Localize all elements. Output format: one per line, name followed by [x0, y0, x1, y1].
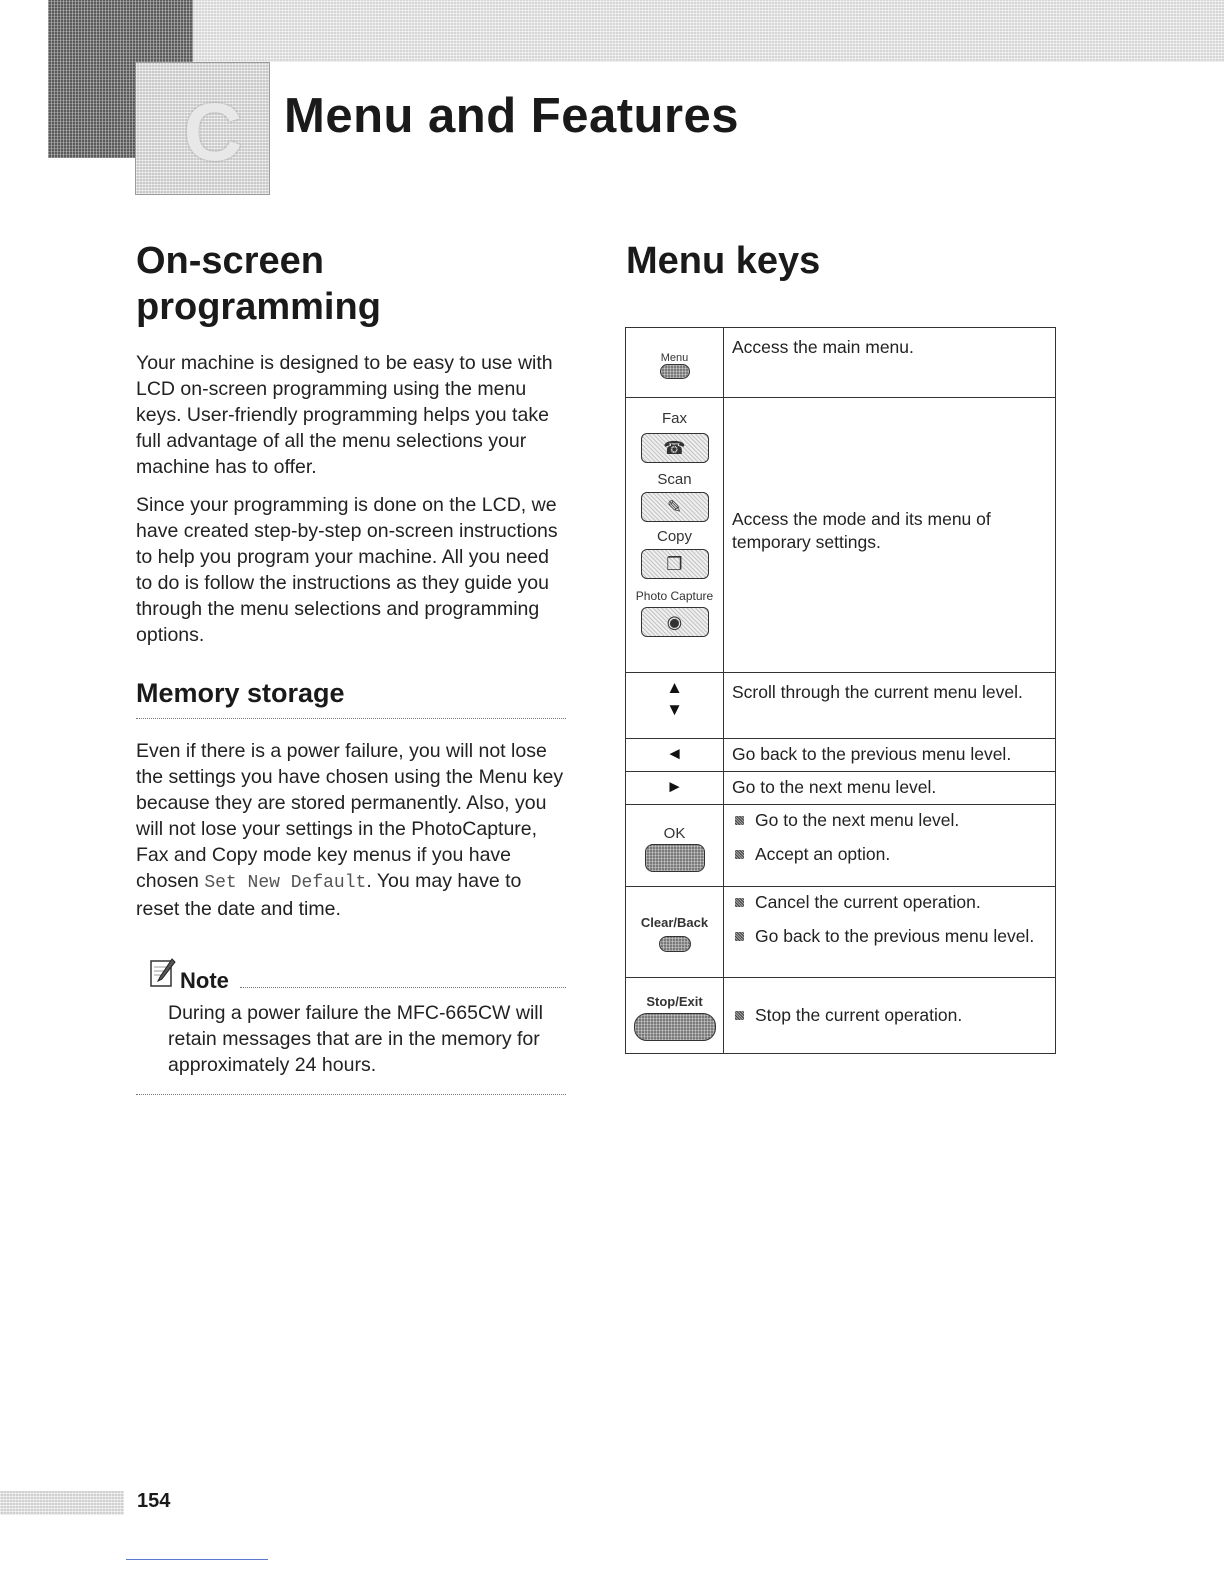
- section-divider: [136, 718, 566, 719]
- right-key-cell: [626, 772, 724, 805]
- onscreen-heading: On-screen programming: [136, 240, 381, 328]
- clear-bullet-text: Cancel the current operation.: [755, 892, 981, 912]
- note-divider-top: [240, 987, 566, 988]
- table-cell: [724, 772, 1056, 805]
- copy-icon: ❐: [666, 554, 683, 574]
- page-number: 154: [137, 1490, 171, 1512]
- list-item: [732, 891, 1047, 914]
- stop-exit-key-label: Stop/Exit: [646, 994, 703, 1009]
- clear-bullet-text: Go back to the previous menu level.: [755, 926, 1035, 946]
- note-divider-bottom: [136, 1094, 566, 1095]
- page-number-bar: [0, 1491, 124, 1515]
- table-row: [626, 772, 1056, 805]
- table-cell: [724, 328, 1056, 398]
- table-row: [626, 739, 1056, 772]
- left-key-cell: [626, 739, 724, 772]
- onscreen-paragraph-2: Since your programming is done on the LCD, we have created step-by-step on-screen instructions to help you program your machine. All you need to do is follow the instructions as they guide you through the menu selections and programming options.: [136, 494, 558, 646]
- clear-back-key-button: [659, 936, 691, 952]
- scan-icon: ✎: [666, 497, 683, 517]
- mode-keys-cell: [626, 398, 724, 673]
- table-row: [626, 887, 1056, 978]
- menu-key-label: Menu: [660, 352, 689, 364]
- mode-keys-description: Access the mode and its menu of temporary settings.: [732, 509, 991, 552]
- header-band: [48, 0, 1224, 62]
- left-arrow-icon: ◄: [666, 744, 683, 763]
- table-row: [626, 673, 1056, 739]
- lcd-option-text: Set New Default: [204, 873, 367, 893]
- photo-capture-key-button: [641, 607, 709, 637]
- bullet-icon: [735, 816, 744, 825]
- copy-key-button: [641, 549, 709, 579]
- stop-bullet-text: Stop the current operation.: [755, 1005, 963, 1025]
- right-arrow-icon: ►: [666, 777, 683, 796]
- scan-key-button: [641, 492, 709, 522]
- list-item: [732, 925, 1047, 948]
- menu-key-description: Access the main menu.: [732, 337, 914, 357]
- table-cell: [724, 805, 1056, 887]
- stop-exit-key-button: [634, 1013, 716, 1041]
- down-arrow-icon: ▼: [666, 700, 683, 719]
- ok-bullet-text: Go to the next menu level.: [755, 810, 960, 830]
- memory-text-before: Even if there is a power failure, you will not lose the settings you have chosen using the Menu key because they are stored permanently. Also, you will not lose your settings in the PhotoCapture, Fax and Copy mode key menus if you have chosen: [136, 740, 564, 892]
- footer-line: [126, 1559, 268, 1560]
- fax-key-label: Fax: [661, 410, 687, 427]
- memory-heading: Memory storage: [136, 678, 345, 708]
- table-cell: [724, 673, 1056, 739]
- clear-back-key-label: Clear/Back: [640, 915, 709, 930]
- list-item: [732, 1004, 1047, 1027]
- up-arrow-icon: ▲: [666, 678, 683, 697]
- menu-keys-table: [625, 327, 1056, 1054]
- list-item: [732, 809, 1047, 832]
- table-cell: [724, 398, 1056, 673]
- bullet-icon: [735, 932, 744, 941]
- ok-key-cell: [626, 805, 724, 887]
- table-row: [626, 805, 1056, 887]
- chapter-letter: C: [183, 87, 243, 178]
- table-cell: [724, 739, 1056, 772]
- table-cell: [724, 887, 1056, 978]
- updown-keys-cell: [626, 673, 724, 739]
- clear-key-cell: [626, 887, 724, 978]
- menu-keys-heading: Menu keys: [626, 240, 821, 282]
- photo-capture-key-label: Photo Capture: [635, 589, 714, 603]
- table-row: [626, 328, 1056, 398]
- bullet-icon: [735, 898, 744, 907]
- menu-key-button: [660, 364, 690, 379]
- menu-key-cell: [626, 328, 724, 398]
- note-pencil-icon: [150, 958, 176, 988]
- scan-key-label: Scan: [657, 471, 692, 488]
- ok-key-button: [645, 844, 705, 872]
- fax-icon: ☎: [663, 438, 686, 458]
- updown-description: Scroll through the current menu level.: [732, 682, 1023, 702]
- camera-icon: ◉: [666, 612, 683, 632]
- onscreen-paragraph-1: Your machine is designed to be easy to use with LCD on-screen programming using the menu keys. User-friendly programming helps you take full advantage of all the menu selections your machine has to offer.: [136, 352, 553, 478]
- note-label: Note: [180, 968, 229, 993]
- right-key-description: Go to the next menu level.: [732, 777, 937, 797]
- memory-paragraph: [136, 738, 566, 922]
- ok-bullet-text: Accept an option.: [755, 844, 891, 864]
- memory-text-after: . You may have to reset the date and time.: [136, 870, 522, 920]
- fax-key-button: [641, 433, 709, 463]
- table-cell: [724, 978, 1056, 1054]
- list-item: [732, 843, 1047, 866]
- page-title: Menu and Features: [284, 89, 740, 143]
- ok-key-label: OK: [663, 825, 686, 842]
- left-key-description: Go back to the previous menu level.: [732, 744, 1012, 764]
- bullet-icon: [735, 1011, 744, 1020]
- table-row: [626, 978, 1056, 1054]
- table-row: [626, 398, 1056, 673]
- stop-key-cell: [626, 978, 724, 1054]
- note-text: During a power failure the MFC-665CW will retain messages that are in the memory for approximately 24 hours.: [168, 1002, 543, 1076]
- copy-key-label: Copy: [656, 528, 693, 545]
- bullet-icon: [735, 850, 744, 859]
